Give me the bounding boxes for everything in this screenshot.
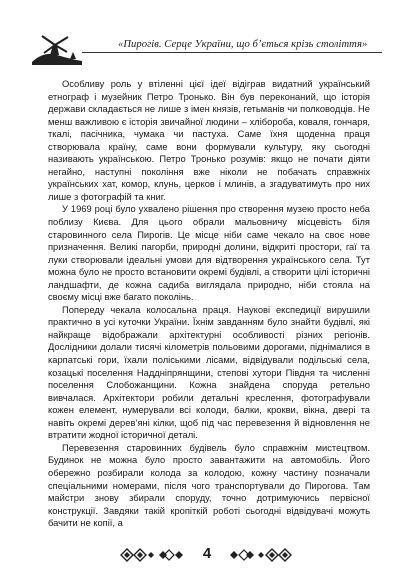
paragraph: Особливу роль у втіленні цієї ідеї відіграв видатний український етнограф і музейник Петро Тронько. Він був переконаний, що історія держави складається не лише з імен князів, гетьманів чи полководців. Не менш важливою є історія звичайної людини – хлібороба, коваля, гончаря, ткалі, пасічника, чумака чи пастуха. Саме їхня щоденна праця створювала країну, саме вони формували культуру, яку сьогодні називають українською. Петро Тронько розумів: якщо не почати діяти негайно, наступні покоління вже ніколи не побачать справжніх українських хат, комор, клунь, церков і млинів, а згадуватимуть про них лише з фотографій та книг.: [48, 79, 370, 202]
paragraph: Перевезення старовинних будівель було справжнім мистецтвом. Будинок не можна було просто завантажити на автомобіль. Його обережно розбирали колода за колодою, кожну частину позначали спеціальними номерами, після чого транспортували до Пирогова. Там майстри знову збирали споруду, точно дотримуючись первісної конструкції. Завдяки такій кропіткій роботі сьогодні відвідувачі можуть бачити не копії, а: [48, 442, 370, 529]
body-text: [48, 78, 370, 530]
embroidery-ornament-icon: [120, 548, 154, 562]
header-rule: [82, 52, 382, 53]
page-number: 4: [202, 545, 212, 562]
running-title: «Пирогів. Серце України, що б’ється крізь століття»: [118, 39, 368, 50]
embroidery-ornament-icon: [156, 548, 186, 562]
paragraph: Попереду чекала колосальна праця. Наукові експедиції вирушили практично в усі куточки України. Їхнім завданням було знайти будівлі, які найкраще відображали архітектурні особливості різних регіонів. Дослідники долали тисячі кілометрів польовими дорогами, піднімалися в карпатські гори, їхали поліськими лісами, відвідували подільські села, козацькі поселення Наддніпрянщини, степові хутори Півдня та численні поселення Слобожанщини. Кожна знайдена споруда ретельно вивчалася. Архітектори робили детальні креслення, фотографували кожен елемент, нумерували всі колоди, балки, крокви, вікна, двері та навіть окремі дерев’яні кілки, щоб під час перевезення й відновлення не втратити жодної історичної деталі.: [48, 304, 370, 441]
windmill-landscape-icon: [30, 33, 84, 65]
paragraph: У 1969 році було ухвалено рішення про створення музею просто неба поблизу Києва. Для цього обрали мальовничу місцевість біля старовинного села Пирогів. Це місце ніби саме чекало на своє нове призначення. Великі пагорби, природні долини, відкриті простори, гаї та луки створювали ідеальні умови для відтворення українського села. Тут можна було не просто встановити окремі будівлі, а створити цілі історичні ландшафти, де кожна садиба виглядала природно, ніби стояла на своєму місці вже багато поколінь.: [48, 204, 370, 303]
embroidery-ornament-icon: [227, 548, 257, 562]
embroidery-ornament-icon: [258, 548, 292, 562]
running-header: [0, 0, 416, 70]
